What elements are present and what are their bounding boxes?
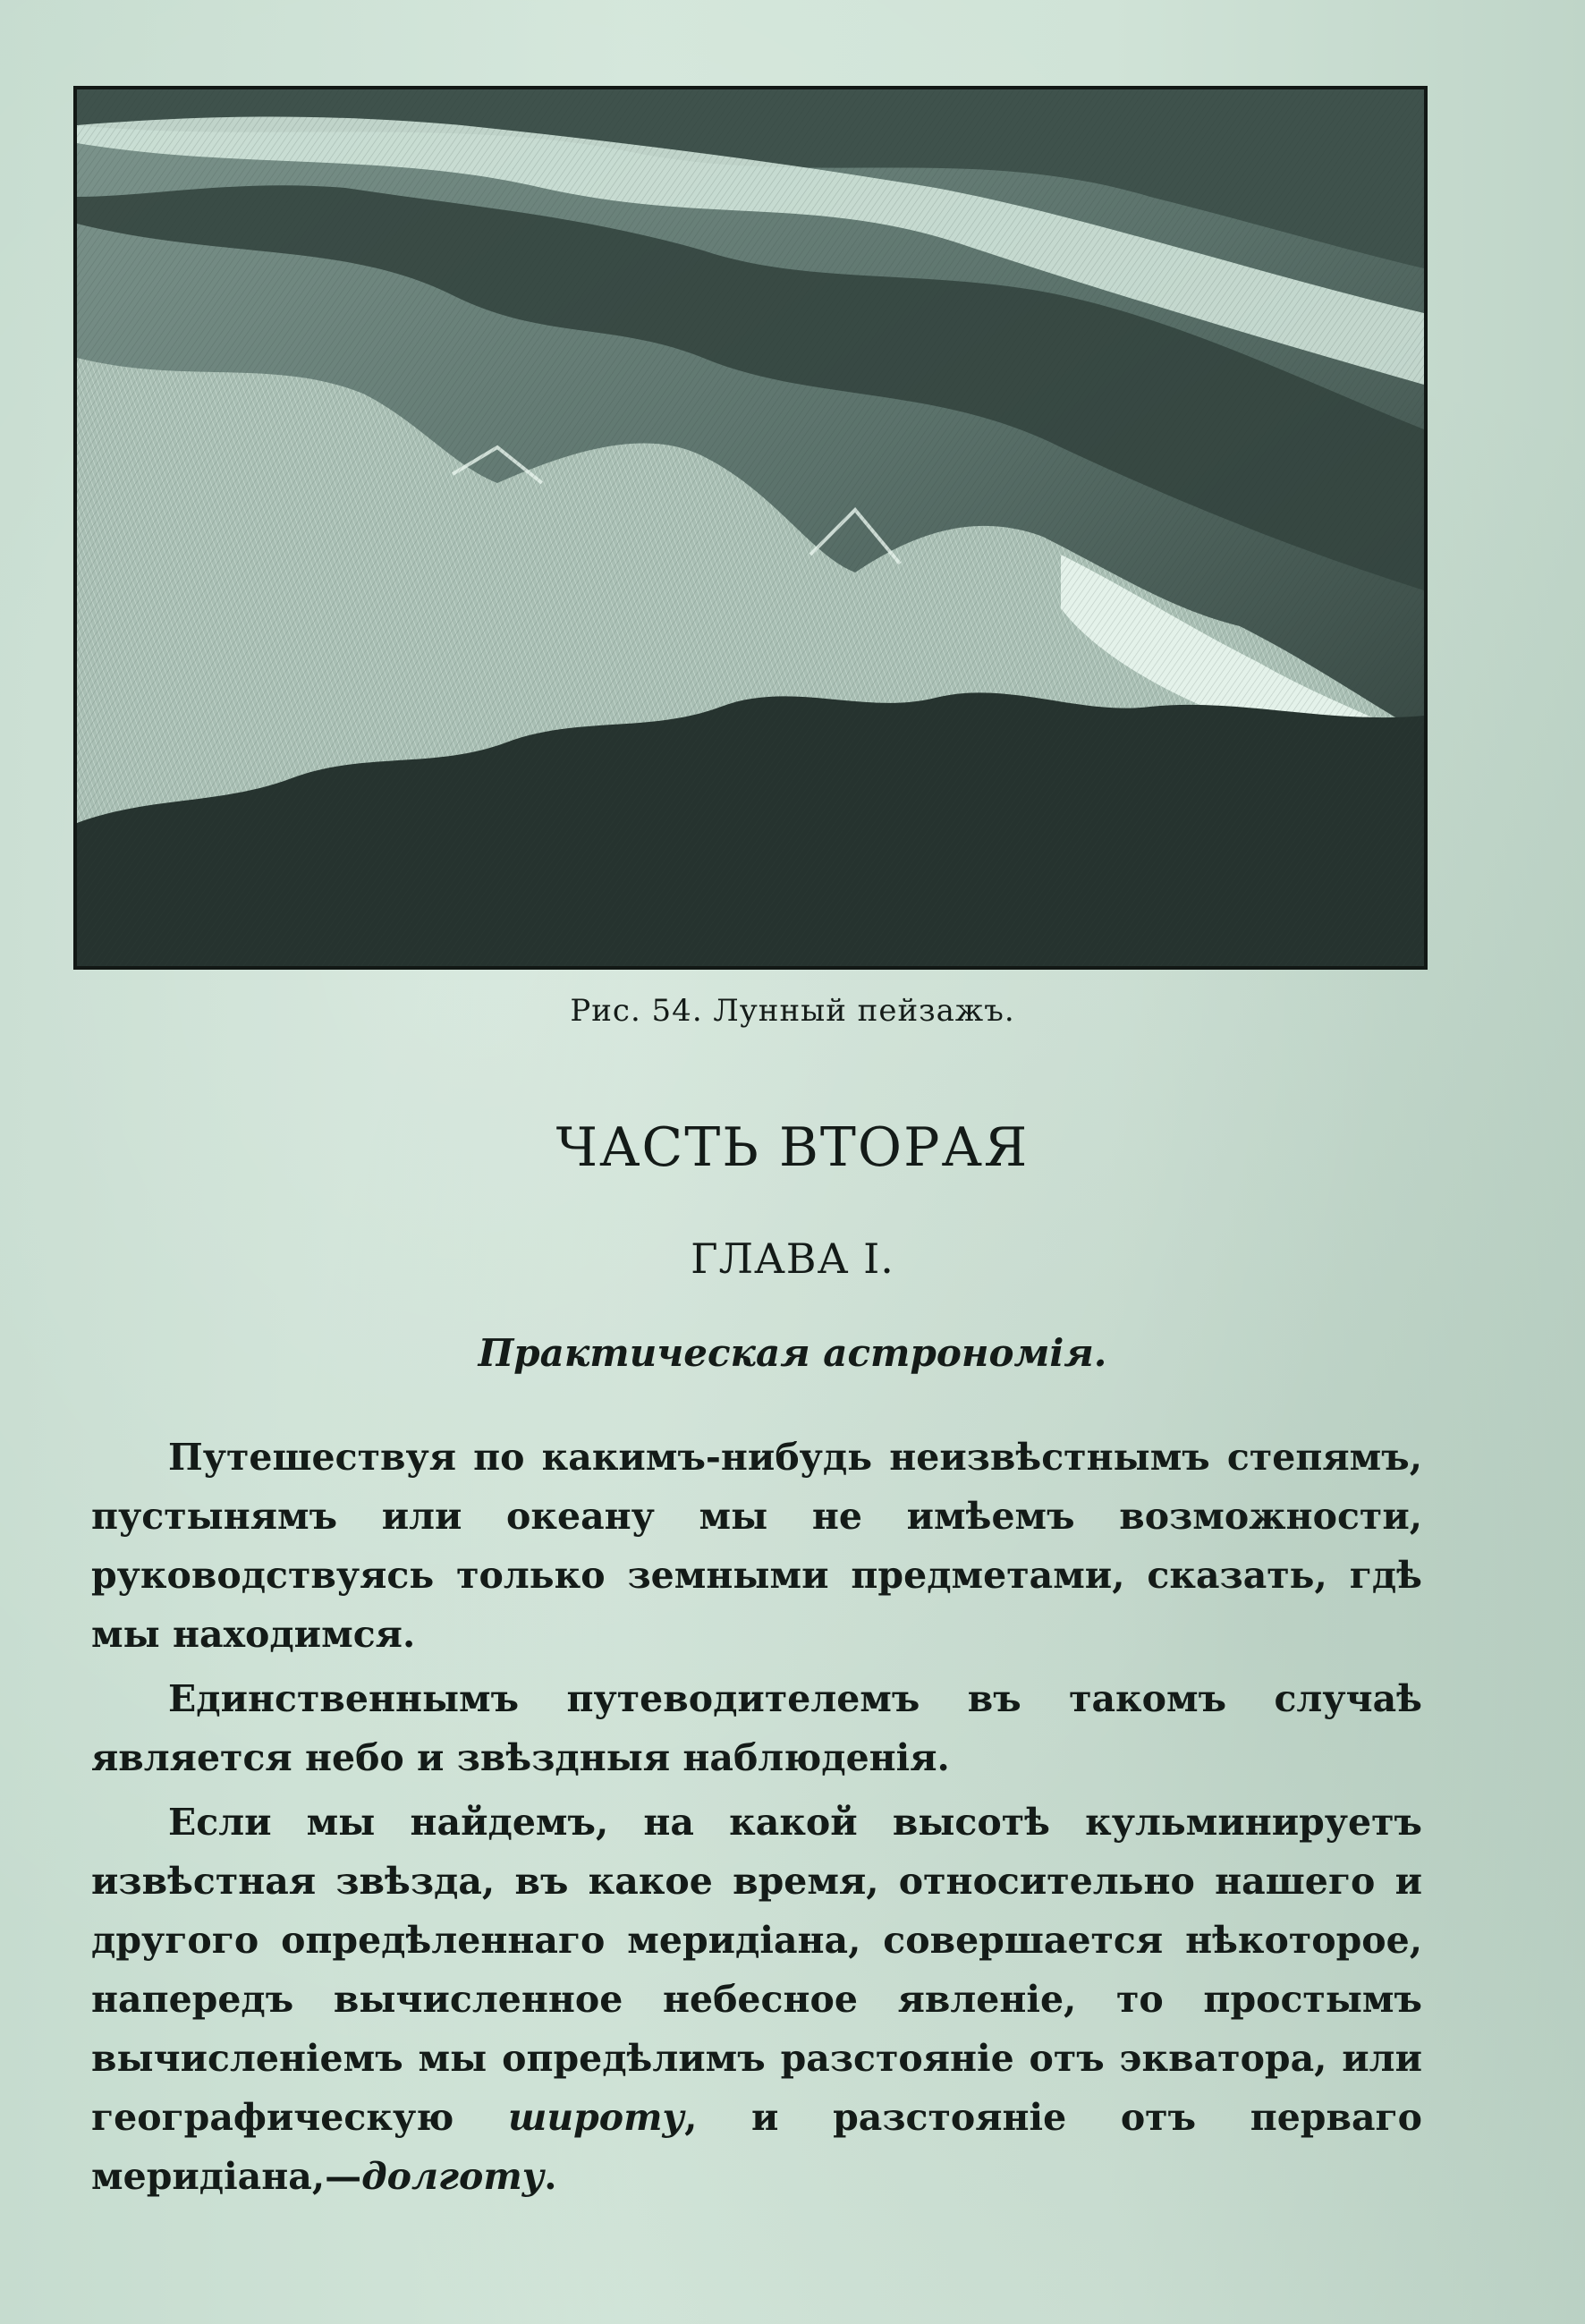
term-latitude: широту <box>507 2096 685 2139</box>
chapter-title: ГЛАВА I. <box>691 1234 894 1283</box>
body-text <box>91 1428 1422 2211</box>
paragraph-3 <box>91 1793 1422 2206</box>
paragraph-3-start: Если мы найдемъ, на какой высотѣ кульминируетъ извѣстная звѣзда, въ какое время, относительно нашего и другого опредѣленнаго меридіана, совершается нѣкоторое, напередъ вычисленное небесное явленіе, то простымъ вычисленіемъ мы опредѣлимъ разстояніе отъ экватора, или географическую <box>91 1801 1422 2139</box>
figure-caption: Рис. 54. Лунный пейзажъ. <box>570 993 1015 1029</box>
paragraph-3-end: . <box>544 2155 557 2198</box>
lunar-landscape-illustration <box>73 86 1428 970</box>
section-title: Практическая астрономія. <box>478 1331 1107 1375</box>
term-longitude: долготу <box>361 2155 545 2198</box>
lunar-landscape-engraving-icon <box>77 89 1424 966</box>
paragraph-1: Путешествуя по какимъ-нибудь неизвѣстнымъ степямъ, пустынямъ или океану мы не имѣемъ возможности, руководствуясь только земными предметами, сказать, гдѣ мы находимся. <box>91 1436 1422 1656</box>
paragraph-3-middle: , и разстояніе отъ перваго меридіана,— <box>91 2096 1422 2198</box>
paragraph-2: Единственнымъ путеводителемъ въ такомъ случаѣ является небо и звѣздныя наблюденія. <box>91 1677 1422 1779</box>
part-title: ЧАСТЬ ВТОРАЯ <box>555 1116 1030 1179</box>
